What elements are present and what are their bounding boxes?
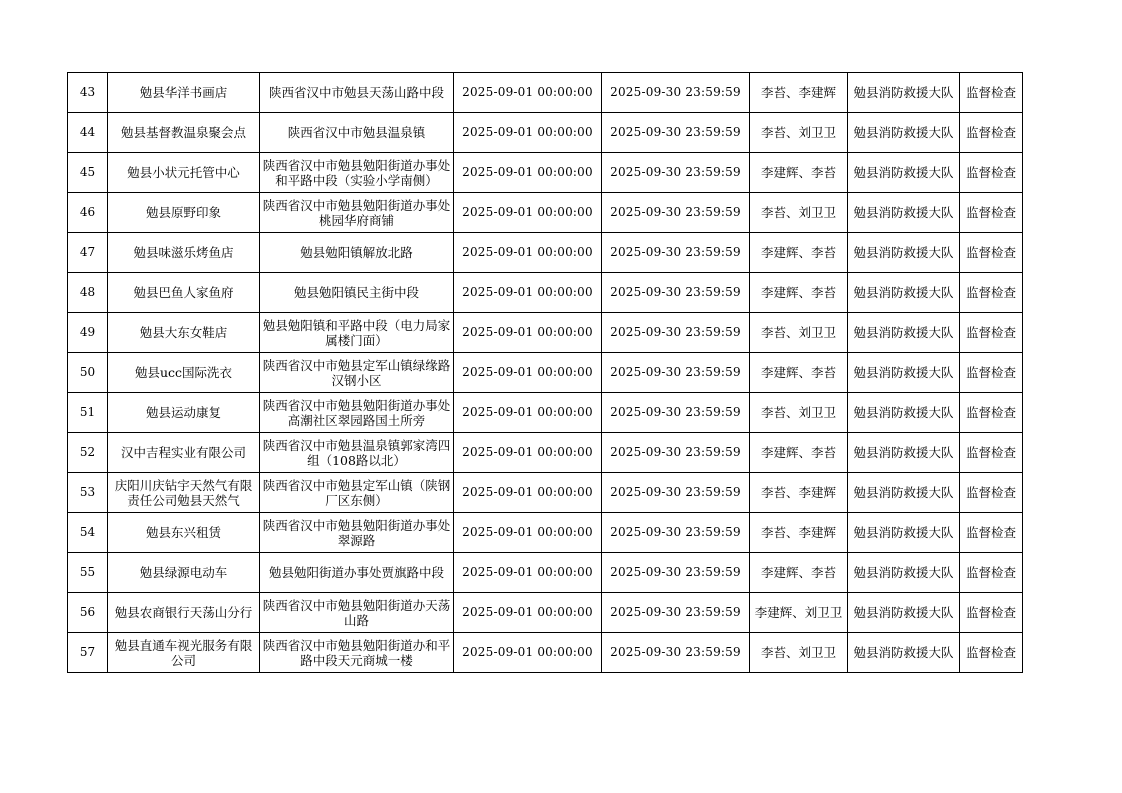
unit-name-cell	[108, 593, 260, 633]
table-row	[68, 73, 1023, 113]
inspection-type-cell	[960, 193, 1023, 233]
start-time-cell-text: 2025-09-01 00:00:00	[462, 365, 593, 379]
start-time-cell	[454, 553, 602, 593]
inspecting-unit-cell-text: 勉县消防救援大队	[853, 285, 954, 300]
inspectors-cell	[750, 393, 848, 433]
row-number-cell	[68, 233, 108, 273]
end-time-cell	[602, 153, 750, 193]
row-number-cell	[68, 113, 108, 153]
table-row	[68, 313, 1023, 353]
inspection-type-cell-text: 监督检查	[965, 645, 1016, 660]
row-number-cell	[68, 73, 108, 113]
inspectors-cell-text: 李苔、李建辉	[760, 85, 836, 100]
start-time-cell	[454, 513, 602, 553]
table-row	[68, 153, 1023, 193]
table-row	[68, 353, 1023, 393]
end-time-cell-text: 2025-09-30 23:59:59	[610, 445, 741, 459]
inspectors-cell-text: 李建辉、李苔	[760, 565, 836, 580]
address-cell	[260, 73, 454, 113]
inspection-type-cell	[960, 513, 1023, 553]
unit-name-cell	[108, 313, 260, 353]
row-number-cell-text: 47	[79, 245, 96, 259]
table-row	[68, 393, 1023, 433]
end-time-cell-text: 2025-09-30 23:59:59	[610, 125, 741, 139]
row-number-cell-text: 48	[79, 285, 96, 299]
inspecting-unit-cell-text: 勉县消防救援大队	[853, 405, 954, 420]
inspection-type-cell	[960, 233, 1023, 273]
end-time-cell-text: 2025-09-30 23:59:59	[610, 605, 741, 619]
inspecting-unit-cell-text: 勉县消防救援大队	[853, 365, 954, 380]
unit-name-cell-text: 勉县原野印象	[145, 205, 221, 220]
row-number-cell-text: 50	[79, 365, 96, 379]
inspection-type-cell-text: 监督检查	[965, 405, 1016, 420]
inspectors-cell	[750, 633, 848, 673]
inspecting-unit-cell	[848, 73, 960, 113]
inspectors-cell-text: 李苔、刘卫卫	[760, 405, 836, 420]
inspecting-unit-cell-text: 勉县消防救援大队	[853, 525, 954, 540]
start-time-cell-text: 2025-09-01 00:00:00	[462, 405, 593, 419]
address-cell-text: 陕西省汉中市勉县温泉镇郭家湾四组（108路以北）	[262, 437, 451, 468]
unit-name-cell-text: 勉县大东女鞋店	[139, 325, 228, 340]
end-time-cell-text: 2025-09-30 23:59:59	[610, 645, 741, 659]
row-number-cell	[68, 153, 108, 193]
address-cell-text: 陕西省汉中市勉县勉阳街道办事处和平路中段（实验小学南侧）	[262, 157, 451, 188]
inspection-type-cell-text: 监督检查	[965, 125, 1016, 140]
unit-name-cell-text: 勉县小状元托管中心	[127, 165, 240, 180]
inspection-type-cell-text: 监督检查	[965, 285, 1016, 300]
row-number-cell-text: 43	[79, 85, 96, 99]
inspection-type-cell	[960, 153, 1023, 193]
inspection-type-cell-text: 监督检查	[965, 205, 1016, 220]
start-time-cell-text: 2025-09-01 00:00:00	[462, 485, 593, 499]
end-time-cell-text: 2025-09-30 23:59:59	[610, 285, 741, 299]
table-row	[68, 233, 1023, 273]
inspectors-cell-text: 李建辉、李苔	[760, 365, 836, 380]
end-time-cell-text: 2025-09-30 23:59:59	[610, 365, 741, 379]
inspecting-unit-cell	[848, 433, 960, 473]
row-number-cell	[68, 553, 108, 593]
inspection-type-cell-text: 监督检查	[965, 525, 1016, 540]
inspection-type-cell	[960, 353, 1023, 393]
start-time-cell	[454, 593, 602, 633]
unit-name-cell	[108, 73, 260, 113]
start-time-cell	[454, 353, 602, 393]
inspecting-unit-cell	[848, 393, 960, 433]
address-cell	[260, 313, 454, 353]
unit-name-cell	[108, 633, 260, 673]
table-row	[68, 513, 1023, 553]
address-cell-text: 勉县勉阳镇和平路中段（电力局家属楼门面）	[262, 317, 451, 348]
inspecting-unit-cell-text: 勉县消防救援大队	[853, 485, 954, 500]
inspection-type-cell-text: 监督检查	[965, 365, 1016, 380]
start-time-cell-text: 2025-09-01 00:00:00	[462, 565, 593, 579]
address-cell-text: 陕西省汉中市勉县勉阳街道办事处高潮社区翠园路国土所旁	[262, 397, 451, 428]
unit-name-cell-text: 勉县基督教温泉聚会点	[120, 125, 246, 140]
row-number-cell-text: 45	[79, 165, 96, 179]
inspection-type-cell	[960, 473, 1023, 513]
table-row	[68, 193, 1023, 233]
end-time-cell	[602, 393, 750, 433]
address-cell-text: 陕西省汉中市勉县温泉镇	[287, 125, 426, 140]
address-cell	[260, 393, 454, 433]
inspection-type-cell-text: 监督检查	[965, 565, 1016, 580]
end-time-cell	[602, 553, 750, 593]
row-number-cell	[68, 473, 108, 513]
row-number-cell	[68, 393, 108, 433]
end-time-cell	[602, 633, 750, 673]
start-time-cell-text: 2025-09-01 00:00:00	[462, 205, 593, 219]
address-cell	[260, 513, 454, 553]
address-cell	[260, 193, 454, 233]
address-cell	[260, 433, 454, 473]
table-row	[68, 113, 1023, 153]
inspection-type-cell-text: 监督检查	[965, 165, 1016, 180]
inspectors-cell	[750, 553, 848, 593]
address-cell	[260, 473, 454, 513]
inspecting-unit-cell-text: 勉县消防救援大队	[853, 165, 954, 180]
end-time-cell-text: 2025-09-30 23:59:59	[610, 525, 741, 539]
address-cell-text: 勉县勉阳镇解放北路	[300, 245, 413, 260]
row-number-cell	[68, 633, 108, 673]
start-time-cell-text: 2025-09-01 00:00:00	[462, 245, 593, 259]
inspectors-cell	[750, 193, 848, 233]
start-time-cell	[454, 393, 602, 433]
row-number-cell	[68, 513, 108, 553]
row-number-cell-text: 51	[79, 405, 96, 419]
start-time-cell-text: 2025-09-01 00:00:00	[462, 285, 593, 299]
end-time-cell	[602, 193, 750, 233]
inspectors-cell	[750, 233, 848, 273]
end-time-cell	[602, 113, 750, 153]
inspecting-unit-cell	[848, 233, 960, 273]
inspection-type-cell	[960, 313, 1023, 353]
row-number-cell-text: 54	[79, 525, 96, 539]
inspection-type-cell	[960, 113, 1023, 153]
unit-name-cell-text: 勉县直通车视光服务有限公司	[114, 637, 253, 668]
inspectors-cell-text: 李建辉、李苔	[760, 165, 836, 180]
unit-name-cell	[108, 393, 260, 433]
row-number-cell-text: 57	[79, 645, 96, 659]
row-number-cell	[68, 193, 108, 233]
end-time-cell-text: 2025-09-30 23:59:59	[610, 485, 741, 499]
inspection-type-cell	[960, 593, 1023, 633]
end-time-cell	[602, 593, 750, 633]
start-time-cell-text: 2025-09-01 00:00:00	[462, 325, 593, 339]
end-time-cell	[602, 273, 750, 313]
table-row	[68, 473, 1023, 513]
address-cell	[260, 553, 454, 593]
inspecting-unit-cell	[848, 473, 960, 513]
address-cell-text: 陕西省汉中市勉县勉阳街道办事处桃园华府商铺	[262, 197, 451, 228]
inspecting-unit-cell-text: 勉县消防救援大队	[853, 245, 954, 260]
unit-name-cell-text: 勉县巴鱼人家鱼府	[133, 285, 234, 300]
inspection-type-cell-text: 监督检查	[965, 445, 1016, 460]
inspecting-unit-cell-text: 勉县消防救援大队	[853, 565, 954, 580]
inspectors-cell-text: 李苔、刘卫卫	[760, 645, 836, 660]
row-number-cell-text: 56	[79, 605, 96, 619]
end-time-cell	[602, 473, 750, 513]
inspecting-unit-cell	[848, 633, 960, 673]
inspecting-unit-cell-text: 勉县消防救援大队	[853, 325, 954, 340]
inspecting-unit-cell-text: 勉县消防救援大队	[853, 85, 954, 100]
address-cell	[260, 233, 454, 273]
inspecting-unit-cell	[848, 593, 960, 633]
row-number-cell-text: 55	[79, 565, 96, 579]
inspectors-cell	[750, 353, 848, 393]
inspecting-unit-cell	[848, 113, 960, 153]
end-time-cell-text: 2025-09-30 23:59:59	[610, 325, 741, 339]
end-time-cell	[602, 73, 750, 113]
row-number-cell	[68, 313, 108, 353]
inspection-type-cell-text: 监督检查	[965, 245, 1016, 260]
end-time-cell-text: 2025-09-30 23:59:59	[610, 245, 741, 259]
unit-name-cell-text: 勉县华洋书画店	[139, 85, 228, 100]
inspectors-cell-text: 李苔、刘卫卫	[760, 205, 836, 220]
inspectors-cell-text: 李建辉、刘卫卫	[754, 605, 843, 620]
inspection-type-cell	[960, 273, 1023, 313]
unit-name-cell	[108, 273, 260, 313]
start-time-cell-text: 2025-09-01 00:00:00	[462, 125, 593, 139]
inspectors-cell-text: 李建辉、李苔	[760, 285, 836, 300]
inspecting-unit-cell	[848, 273, 960, 313]
address-cell	[260, 353, 454, 393]
inspectors-cell	[750, 273, 848, 313]
start-time-cell-text: 2025-09-01 00:00:00	[462, 445, 593, 459]
end-time-cell	[602, 353, 750, 393]
start-time-cell	[454, 433, 602, 473]
inspectors-cell-text: 李建辉、李苔	[760, 245, 836, 260]
unit-name-cell-text: 勉县东兴租赁	[145, 525, 221, 540]
table-row	[68, 593, 1023, 633]
inspecting-unit-cell	[848, 513, 960, 553]
unit-name-cell	[108, 113, 260, 153]
start-time-cell	[454, 313, 602, 353]
end-time-cell	[602, 233, 750, 273]
inspecting-unit-cell-text: 勉县消防救援大队	[853, 605, 954, 620]
inspection-type-cell	[960, 433, 1023, 473]
unit-name-cell	[108, 233, 260, 273]
table-row	[68, 433, 1023, 473]
unit-name-cell	[108, 553, 260, 593]
address-cell-text: 勉县勉阳街道办事处贾旗路中段	[268, 565, 444, 580]
inspection-type-cell-text: 监督检查	[965, 485, 1016, 500]
inspection-type-cell	[960, 73, 1023, 113]
row-number-cell	[68, 273, 108, 313]
end-time-cell-text: 2025-09-30 23:59:59	[610, 565, 741, 579]
unit-name-cell-text: 勉县运动康复	[145, 405, 221, 420]
address-cell-text: 陕西省汉中市勉县勉阳街道办事处翠源路	[262, 517, 451, 548]
table-row	[68, 633, 1023, 673]
unit-name-cell-text: 勉县农商银行天荡山分行	[114, 605, 253, 620]
row-number-cell-text: 44	[79, 125, 96, 139]
row-number-cell-text: 52	[79, 445, 96, 459]
address-cell-text: 陕西省汉中市勉县定军山镇（陕钢厂区东侧）	[262, 477, 451, 508]
address-cell	[260, 273, 454, 313]
end-time-cell	[602, 313, 750, 353]
inspecting-unit-cell-text: 勉县消防救援大队	[853, 645, 954, 660]
table-row	[68, 553, 1023, 593]
address-cell	[260, 633, 454, 673]
start-time-cell-text: 2025-09-01 00:00:00	[462, 645, 593, 659]
table-body	[68, 73, 1023, 673]
inspecting-unit-cell	[848, 193, 960, 233]
unit-name-cell	[108, 153, 260, 193]
inspection-type-cell	[960, 393, 1023, 433]
inspectors-cell	[750, 153, 848, 193]
start-time-cell-text: 2025-09-01 00:00:00	[462, 605, 593, 619]
inspection-type-cell	[960, 553, 1023, 593]
address-cell-text: 陕西省汉中市勉县天荡山路中段	[268, 85, 444, 100]
inspectors-cell-text: 李苔、李建辉	[760, 525, 836, 540]
address-cell	[260, 593, 454, 633]
address-cell-text: 勉县勉阳镇民主街中段	[293, 285, 419, 300]
start-time-cell	[454, 473, 602, 513]
row-number-cell	[68, 353, 108, 393]
start-time-cell-text: 2025-09-01 00:00:00	[462, 85, 593, 99]
end-time-cell-text: 2025-09-30 23:59:59	[610, 405, 741, 419]
inspectors-cell-text: 李苔、刘卫卫	[760, 325, 836, 340]
unit-name-cell	[108, 193, 260, 233]
unit-name-cell-text: 勉县味滋乐烤鱼店	[133, 245, 234, 260]
row-number-cell-text: 53	[79, 485, 96, 499]
row-number-cell-text: 46	[79, 205, 96, 219]
end-time-cell	[602, 513, 750, 553]
unit-name-cell-text: 汉中吉程实业有限公司	[120, 445, 246, 460]
inspectors-cell	[750, 473, 848, 513]
address-cell-text: 陕西省汉中市勉县勉阳街道办天荡山路	[262, 597, 451, 628]
inspection-type-cell-text: 监督检查	[965, 325, 1016, 340]
inspectors-cell-text: 李苔、李建辉	[760, 485, 836, 500]
start-time-cell	[454, 153, 602, 193]
start-time-cell-text: 2025-09-01 00:00:00	[462, 525, 593, 539]
unit-name-cell-text: 庆阳川庆钻宇天然气有限责任公司勉县天然气	[114, 477, 253, 508]
inspectors-cell	[750, 513, 848, 553]
start-time-cell	[454, 113, 602, 153]
unit-name-cell-text: 勉县ucc国际洗衣	[134, 365, 233, 380]
end-time-cell-text: 2025-09-30 23:59:59	[610, 205, 741, 219]
table-row	[68, 273, 1023, 313]
row-number-cell	[68, 593, 108, 633]
address-cell	[260, 113, 454, 153]
end-time-cell-text: 2025-09-30 23:59:59	[610, 85, 741, 99]
start-time-cell	[454, 73, 602, 113]
inspection-type-cell	[960, 633, 1023, 673]
inspecting-unit-cell	[848, 353, 960, 393]
start-time-cell	[454, 233, 602, 273]
inspectors-cell	[750, 113, 848, 153]
address-cell-text: 陕西省汉中市勉县勉阳街道办和平路中段天元商城一楼	[262, 637, 451, 668]
inspectors-cell-text: 李建辉、李苔	[760, 445, 836, 460]
inspectors-cell	[750, 313, 848, 353]
end-time-cell	[602, 433, 750, 473]
inspection-type-cell-text: 监督检查	[965, 85, 1016, 100]
start-time-cell	[454, 193, 602, 233]
start-time-cell-text: 2025-09-01 00:00:00	[462, 165, 593, 179]
row-number-cell-text: 49	[79, 325, 96, 339]
inspectors-cell	[750, 433, 848, 473]
unit-name-cell	[108, 513, 260, 553]
end-time-cell-text: 2025-09-30 23:59:59	[610, 165, 741, 179]
inspecting-unit-cell	[848, 553, 960, 593]
inspecting-unit-cell-text: 勉县消防救援大队	[853, 445, 954, 460]
address-cell-text: 陕西省汉中市勉县定军山镇绿缘路汉钢小区	[262, 357, 451, 388]
unit-name-cell-text: 勉县绿源电动车	[139, 565, 228, 580]
inspecting-unit-cell	[848, 313, 960, 353]
inspectors-cell-text: 李苔、刘卫卫	[760, 125, 836, 140]
inspection-table	[67, 72, 1023, 673]
address-cell	[260, 153, 454, 193]
row-number-cell	[68, 433, 108, 473]
unit-name-cell	[108, 433, 260, 473]
start-time-cell	[454, 633, 602, 673]
unit-name-cell	[108, 353, 260, 393]
start-time-cell	[454, 273, 602, 313]
inspecting-unit-cell	[848, 153, 960, 193]
inspection-type-cell-text: 监督检查	[965, 605, 1016, 620]
unit-name-cell	[108, 473, 260, 513]
inspectors-cell	[750, 73, 848, 113]
inspecting-unit-cell-text: 勉县消防救援大队	[853, 205, 954, 220]
inspectors-cell	[750, 593, 848, 633]
inspecting-unit-cell-text: 勉县消防救援大队	[853, 125, 954, 140]
